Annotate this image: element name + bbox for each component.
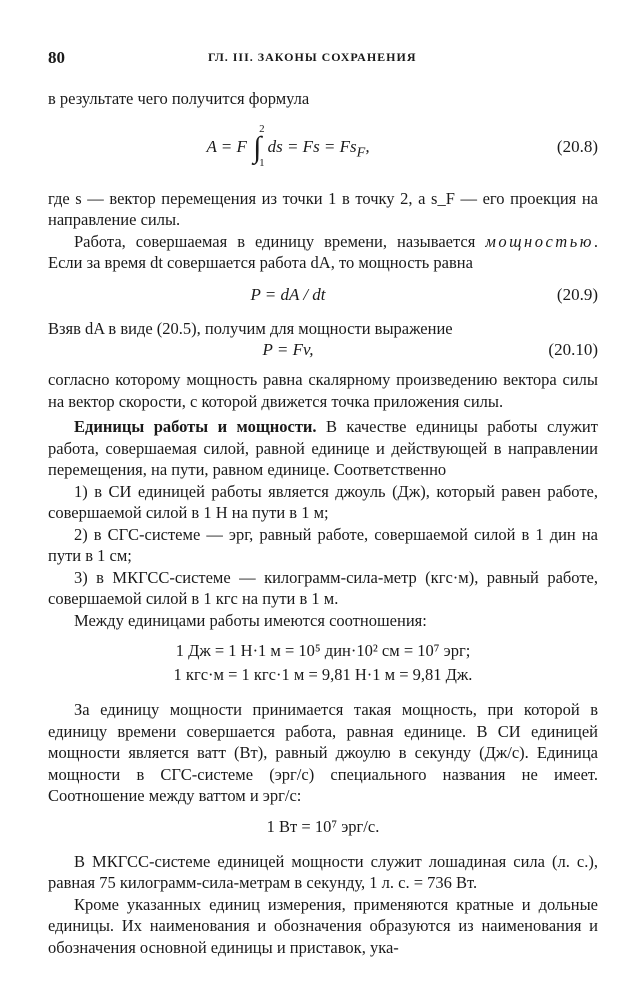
list-item-si: 1) в СИ единицей работы является джоуль (Дж), который равен работе, совершаемой силой в 1 Н на пути в 1 м; — [48, 481, 598, 522]
equation-20-9 — [48, 274, 598, 318]
equation-number-20-8: (20.8) — [556, 136, 598, 156]
paragraph-relations: Между единицами работы имеются соотношения: — [74, 610, 427, 630]
equation-number-20-9: (20.9) — [556, 284, 598, 304]
formula-20-8: A = F ∫ 2 1 ds = $Fs = Fs_F$, — [48, 136, 528, 164]
formula-20-9: P = dA / dt — [250, 284, 326, 304]
list-item-mkgss: 3) в МКГСС-системе — килограмм-сила-метр (кгс·м), равный работе, совершаемой силой в 1 кгс на пути в 1 м. — [48, 567, 598, 608]
section-heading-units: Единицы работы и мощности. — [74, 417, 317, 436]
list-item-cgs: 2) в СГС-системе — эрг, равный работе, совершаемой силой в 1 дин на пути в 1 см; — [48, 524, 598, 565]
paragraph-power-unit: За единицу мощности принимается такая мощность, при которой в единицу времени совершается работа, равная единице. В СИ единицей мощности является ватт (Вт), равный джоулю в секунду (Дж/с). Единица мощности в СГС-системе (эрг/с) специального названия не имеет. Соотношение между ваттом и эрг/с: — [48, 700, 598, 805]
page-number: 80 — [48, 48, 65, 67]
power-def-before: Работа, совершаемая в единицу времени, называется — [74, 231, 476, 251]
integral-upper-limit: 2 — [259, 122, 265, 135]
equation-20-8 — [48, 110, 598, 188]
integral-lower-limit: 1 — [259, 156, 265, 169]
paragraph-intro: в результате чего получится формула — [48, 89, 310, 108]
equation-number-20-10: (20.10) — [548, 340, 598, 359]
relation-kgf-m: 1 кгс·м = 1 кгс·1 м = 9,81 Н·1 м = 9,81 Дж. — [173, 665, 473, 684]
paragraph-scalar-product: согласно которому мощность равна скалярному произведению вектора силы на вектор скорости, с которой движется точка приложения силы. — [48, 370, 598, 411]
relation-watt: 1 Вт = 10⁷ эрг/с. — [266, 816, 380, 836]
paragraph-power-definition — [48, 231, 598, 274]
body-text — [48, 88, 598, 958]
paragraph-power-expression: Взяв dA в виде (20.5), получим для мощности выражение — [48, 318, 453, 338]
paragraph-horsepower: В МКГСС-системе единицей мощности служит лошадиная сила (л. с.), равная 75 килограмм-сила-метрам в секунду, 1 л. с. = 736 Вт. — [48, 851, 598, 892]
power-term: мощностью — [485, 231, 594, 251]
power-def-after: . Если за время dt совершается работа dA, то мощность равна — [48, 231, 598, 272]
paragraph-units — [48, 416, 598, 481]
relation-joule: 1 Дж = 1 Н·1 м = 10⁵ дин·10² см = 10⁷ эрг; — [175, 641, 471, 660]
paragraph-multiples: Кроме указанных единиц измерения, применяются кратные и дольные единицы. Их наименования и обозначения образуются из наименования и обозначения основной единицы и приставок, ука- — [48, 894, 598, 957]
paragraph-displacement: где s — вектор перемещения из точки 1 в точку 2, а s_F — его проекция на направление силы. — [48, 188, 598, 229]
formula-20-10: P = Fv, — [262, 340, 314, 359]
integral-sign: ∫ 2 1 — [253, 137, 261, 159]
formula-subscript: F — [356, 143, 366, 160]
units-text: В качестве единицы работы служит работа, совершаемая силой, равной единице и действующей в направлении перемещения, на пути, равном единице. Соответственно — [48, 417, 598, 479]
running-head — [48, 48, 603, 70]
equation-20-10 — [48, 339, 598, 369]
chapter-title: ГЛ. III. ЗАКОНЫ СОХРАНЕНИЯ — [208, 50, 417, 64]
